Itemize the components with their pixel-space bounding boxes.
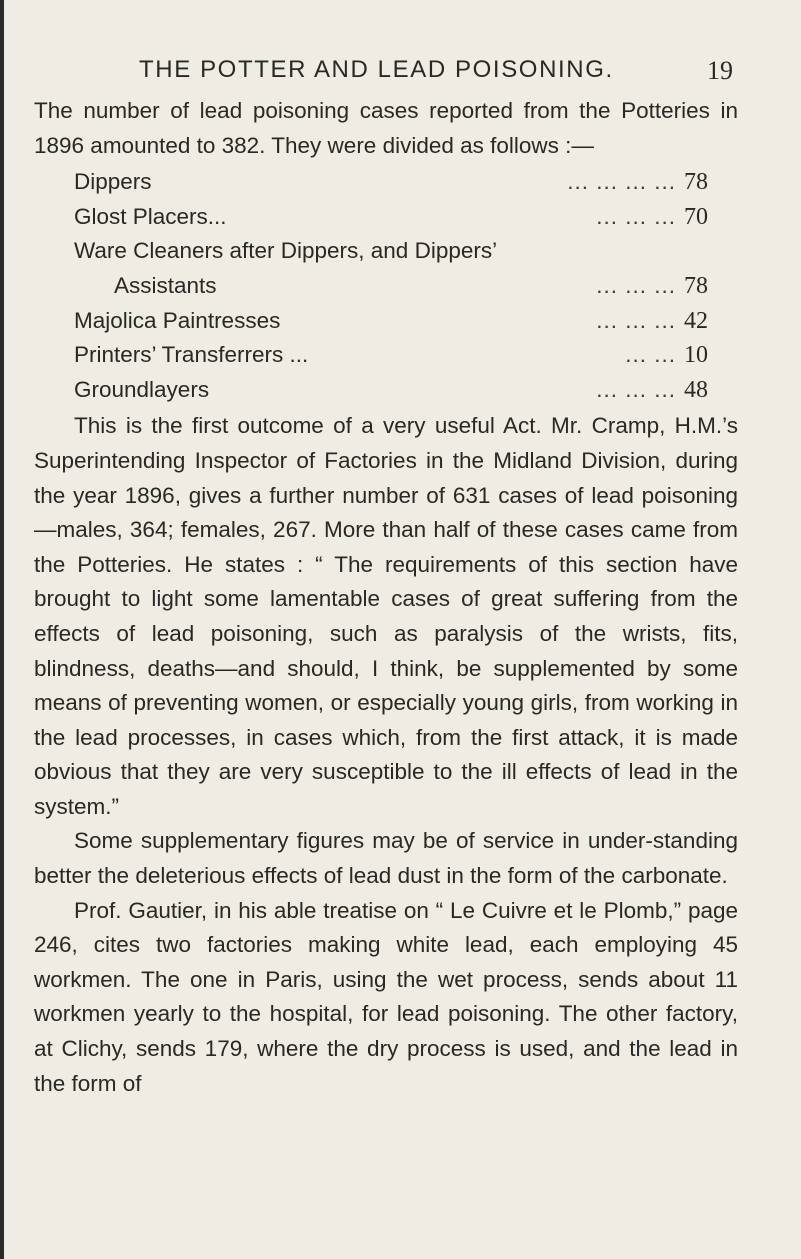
body-text xyxy=(34,94,738,1101)
dot-leader: ... ... ... xyxy=(596,307,676,333)
dot-leader: ... ... ... xyxy=(596,203,676,229)
table-row xyxy=(74,165,729,200)
dot-leader: ... ... xyxy=(625,342,676,368)
paragraph: Some supplementary figures may be of service in under-standing better the deleterious effects of lead dust in the form of the carbonate. xyxy=(34,828,738,889)
dot-leader: ... ... ... ... xyxy=(567,169,676,195)
row-value: 78 xyxy=(684,169,708,196)
intro-paragraph: The number of lead poisoning cases reported from the Potteries in 1896 amounted to 382. They were divided as follows :— xyxy=(34,98,738,158)
page-header xyxy=(0,52,801,92)
row-value: 10 xyxy=(684,342,708,369)
table-row xyxy=(74,373,729,408)
row-label: Dippers xyxy=(74,169,152,195)
row-value: 78 xyxy=(684,272,708,299)
row-value: 70 xyxy=(684,203,708,230)
running-head: THE POTTER AND LEAD POISONING. xyxy=(139,56,614,83)
dot-leader: ... ... ... xyxy=(596,272,676,298)
row-value: 48 xyxy=(684,376,708,403)
row-label: Groundlayers xyxy=(74,376,210,402)
table-row xyxy=(74,234,729,269)
table-row xyxy=(74,304,729,339)
table-row xyxy=(74,269,729,304)
row-label: Majolica Paintresses xyxy=(74,307,281,333)
table-row xyxy=(74,338,729,373)
paragraph: This is the first outcome of a very useful Act. Mr. Cramp, H.M.’s Superintending Inspector of Factories in the Midland Division, during the year 1896, gives a further number of 631 cases of lead poisoning—males, 364; females, 267. More than half of these cases came from the Potteries. He states : “ The requirements of this section have brought to light some lamentable cases of great suffering from the effects of lead poisoning, such as paralysis of the wrists, fits, blindness, deaths—and should, I think, be supplemented by some means of preventing women, or especially young girls, from working in the lead processes, in cases which, from the first attack, it is made obvious that they are very susceptible to the ill effects of lead in the system.” xyxy=(34,413,738,819)
cases-table xyxy=(74,165,729,407)
row-value: 42 xyxy=(684,307,708,334)
page-number: 19 xyxy=(707,56,733,85)
page-edge xyxy=(0,0,4,1259)
row-label: Printers’ Transferrers ... xyxy=(74,342,309,368)
row-label: Assistants xyxy=(114,272,217,298)
row-label: Glost Placers... xyxy=(74,203,227,229)
paragraph: Prof. Gautier, in his able treatise on “ Le Cuivre et le Plomb,” page 246, cites two factories making white lead, each employing 45 workmen. The one in Paris, using the wet process, sends about 11 workmen yearly to the hospital, for lead poisoning. The other factory, at Clichy, sends 179, where the dry process is used, and the lead in the form of xyxy=(34,897,738,1096)
table-row xyxy=(74,200,729,235)
dot-leader: ... ... ... xyxy=(596,376,676,402)
row-label: Ware Cleaners after Dippers, and Dippers’ xyxy=(74,238,498,264)
